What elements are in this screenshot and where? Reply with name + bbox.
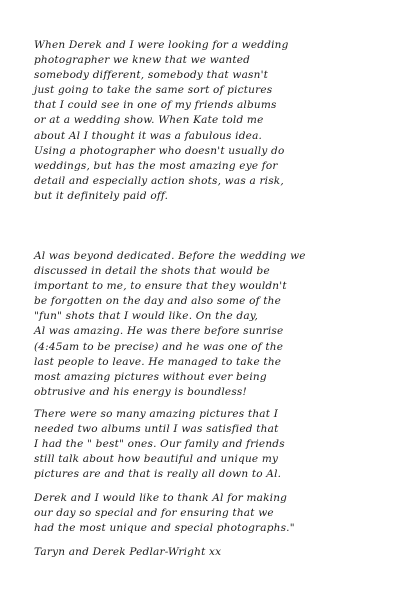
text-line: about Al I thought it was a fabulous idea. — [34, 129, 263, 142]
text-line: just going to take the same sort of pictures — [34, 84, 273, 97]
text-line: (4:45am to be precise) and he was one of the — [34, 340, 284, 353]
text-line: needed two albums until I was satisfied that — [34, 423, 279, 436]
text-line: pictures are and that is really all down to Al. — [34, 468, 282, 481]
text-line: that I could see in one of my friends albums — [34, 99, 277, 112]
text-line: last people to leave. He managed to take the — [34, 355, 282, 368]
text-line: Using a photographer who doesn't usually do — [34, 144, 285, 157]
text-line: discussed in detail the shots that would be — [34, 265, 270, 278]
signature-line: Taryn and Derek Pedlar-Wright xx — [34, 546, 222, 558]
text-line: detail and especially action shots, was a risk, — [34, 174, 284, 187]
paragraph-2 — [34, 249, 306, 400]
text-line: photographer we knew that we wanted — [34, 54, 251, 67]
paragraph-4 — [34, 491, 295, 536]
text-line: still talk about how beautiful and unique my — [34, 453, 279, 466]
paragraph-1 — [34, 38, 289, 204]
text-line: most amazing pictures without ever being — [34, 370, 267, 383]
text-line: obtrusive and his energy is boundless! — [34, 385, 247, 398]
text-line: or at a wedding show. When Kate told me — [34, 114, 264, 127]
signature — [34, 545, 221, 560]
text-line: be forgotten on the day and also some of the — [34, 295, 282, 308]
text-line: Al was beyond dedicated. Before the wedding we — [34, 250, 306, 262]
text-line: "fun" shots that I would like. On the day, — [34, 310, 259, 323]
text-line: our day so special and for ensuring that we — [34, 507, 274, 520]
text-line: but it definitely paid off. — [34, 189, 169, 202]
text-line: Al was amazing. He was there before sunrise — [34, 325, 284, 338]
text-line: weddings, but has the most amazing eye for — [34, 159, 278, 172]
paragraph-3 — [34, 407, 285, 482]
text-line: When Derek and I were looking for a wedding — [34, 39, 289, 51]
text-line: There were so many amazing pictures that I — [34, 408, 279, 420]
text-line: somebody different, somebody that wasn't — [34, 69, 269, 82]
text-line: had the most unique and special photographs." — [34, 522, 295, 535]
text-line: important to me, to ensure that they wouldn't — [34, 280, 287, 293]
text-line: I had the " best" ones. Our family and friends — [34, 438, 285, 451]
text-line: Derek and I would like to thank Al for making — [34, 492, 288, 504]
